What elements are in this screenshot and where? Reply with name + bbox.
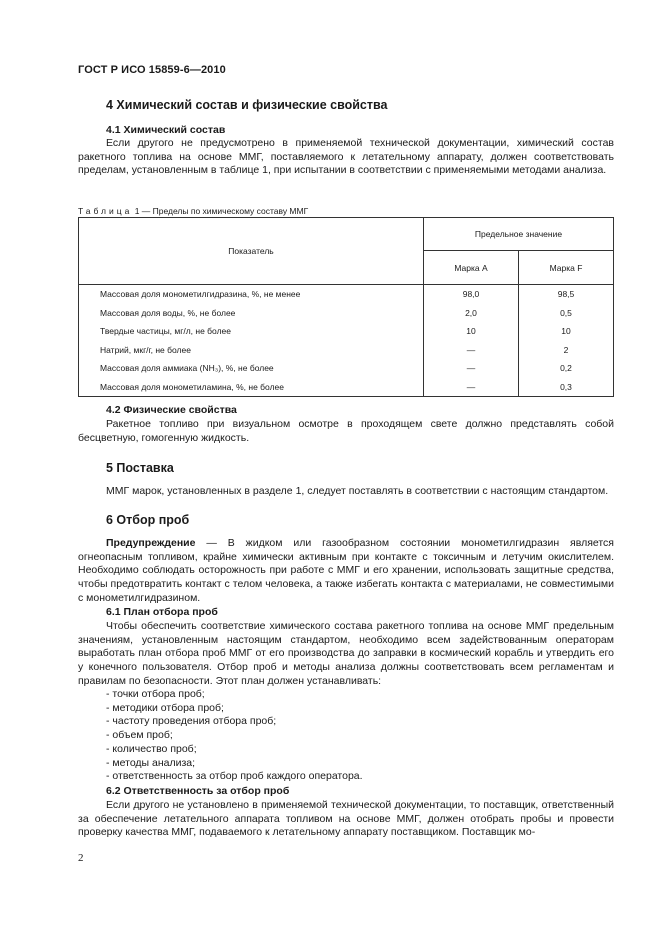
subsection-6-1-title: 6.1 План отбора проб — [106, 606, 218, 618]
row-value-a: — — [424, 341, 519, 360]
table-row — [79, 359, 614, 378]
table-row — [79, 304, 614, 323]
list-item: - методики отбора проб; — [106, 701, 224, 714]
subsection-6-2-title: 6.2 Ответственность за отбор проб — [106, 785, 290, 797]
section-6-title: 6 Отбор проб — [106, 513, 190, 527]
row-indicator: Массовая доля воды, %, не более — [79, 304, 424, 323]
subsection-6-1-text: Чтобы обеспечить соответствие химического состава ракетного топлива на основе ММГ предельным значениям, установленным настоящим стандартом, необходимо всем задействованным операторам выработать план отбора проб ММГ от его производства до заправки в космический корабль и утвердить его у конечного пользователя. Отбор проб и методы анализа должны соответствовать всем регламентам и правилам по безопасности. Этот план должен устанавливать: — [78, 620, 614, 687]
table-row — [79, 285, 614, 304]
row-indicator: Массовая доля аммиака (NH₃), %, не более — [79, 359, 424, 378]
row-indicator: Массовая доля монометиламина, %, не более — [79, 378, 424, 397]
row-indicator: Массовая доля монометилгидразина, %, не менее — [79, 285, 424, 304]
list-item: - объем проб; — [106, 729, 173, 742]
row-value-f: 0,3 — [519, 378, 614, 397]
table-row — [79, 378, 614, 397]
subsection-4-2-text: Ракетное топливо при визуальном осмотре в проходящем свете должно представлять собой бесцветную, гомогенную жидкость. — [78, 418, 614, 444]
row-value-f: 10 — [519, 322, 614, 341]
page-number: 2 — [78, 852, 84, 864]
table-caption-text: 1 — Пределы по химическому составу ММГ — [134, 206, 309, 216]
subsection-6-2-text: Если другого не установлено в применяемой технической документации, то поставщик, ответственный за обеспечение летательного аппарата топливом на основе ММГ, должен отобрать пробы и провести проверку качества ММГ, подаваемого к летательному аппарату поставщиком. Поставщик мо- — [78, 799, 614, 839]
col-indicator-header: Показатель — [79, 218, 424, 285]
subsection-4-1-text: Если другого не предусмотрено в применяемой технической документации, химический состав ракетного топлива на основе ММГ, поставляемого к летательному аппарату, должен соответствовать пределам, установленным в таблице 1, при испытании в соответствии с применяемыми методами анализа. — [78, 137, 614, 177]
row-value-f: 98,5 — [519, 285, 614, 304]
col-grade-a-header: Марка A — [424, 251, 519, 285]
list-item: - точки отбора проб; — [106, 688, 205, 700]
warning-text: — В жидком или газообразном состоянии монометилгидразин является огнеопасным топливом, крайне химически активным при контакте с токсичным и летучим окислителем. Необходимо соблюдать осторожность при работе с ММГ и его хранении, использовать защитные средства, чтобы предотвратить контакт с телом человека, а также избегать контакта с материалами, не совместимыми с монометилгидразином. — [78, 537, 614, 604]
row-value-a: 98,0 — [424, 285, 519, 304]
row-value-a: 2,0 — [424, 304, 519, 323]
row-value-f: 0,5 — [519, 304, 614, 323]
section-5-title: 5 Поставка — [106, 461, 174, 475]
col-grade-f-header: Марка F — [519, 251, 614, 285]
row-indicator: Твердые частицы, мг/л, не более — [79, 322, 424, 341]
row-value-a: — — [424, 359, 519, 378]
col-limit-header: Предельное значение — [424, 218, 614, 251]
table-row — [79, 322, 614, 341]
list-item: - методы анализа; — [106, 756, 196, 769]
row-value-f: 2 — [519, 341, 614, 360]
list-item: - частоту проведения отбора проб; — [106, 715, 277, 728]
subsection-4-2-title: 4.2 Физические свойства — [106, 404, 237, 416]
list-item: - ответственность за отбор проб каждого оператора. — [106, 770, 363, 783]
list-item: - количество проб; — [106, 742, 197, 755]
table-1-caption — [78, 206, 308, 216]
sampling-plan-list — [106, 688, 363, 784]
table-1 — [78, 217, 614, 397]
row-value-f: 0,2 — [519, 359, 614, 378]
table-caption-label: Таблица — [78, 206, 133, 216]
row-value-a: 10 — [424, 322, 519, 341]
section-4-title: 4 Химический состав и физические свойства — [106, 98, 388, 112]
warning-label: Предупреждение — [106, 537, 196, 549]
table-row — [79, 341, 614, 360]
row-indicator: Натрий, мкг/г, не более — [79, 341, 424, 360]
safety-warning — [78, 537, 614, 606]
row-value-a: — — [424, 378, 519, 397]
subsection-4-1-title: 4.1 Химический состав — [106, 124, 226, 136]
standard-header: ГОСТ Р ИСО 15859-6—2010 — [78, 64, 226, 76]
section-5-text: ММГ марок, установленных в разделе 1, следует поставлять в соответствии с настоящим стандартом. — [106, 485, 609, 497]
